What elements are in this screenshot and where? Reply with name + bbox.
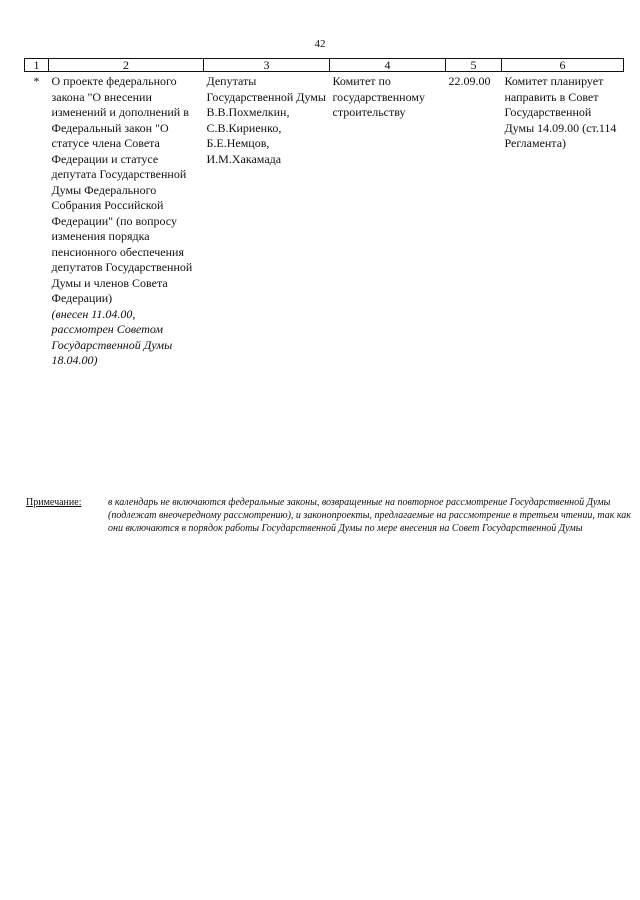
page-number: 42 (314, 38, 326, 50)
initiators-cell (204, 72, 330, 369)
bill-title: О проекте федерального закона "О внесении изменений и дополнений в Федеральный закон "О статусе члена Совета Федерации и статусе депутата Государственной Думы Федерального Собрания Российской Федерации" (по вопросу изменения порядка пенсионного обеспечения депутатов Государственной Думы и членов Совета Федерации) (51, 74, 193, 305)
table-row (25, 72, 624, 369)
date-cell: 22.09.00 (448, 74, 491, 88)
column-header-6: 6 (502, 59, 624, 72)
footnote-label: Примечание: (26, 497, 82, 508)
column-header-1: 1 (25, 59, 49, 72)
initiators-label: Депутаты Государственной Думы (206, 74, 326, 104)
footnote-text: в календарь не включаются федеральные законы, возвращенные на повторное рассмотрение Государственной Думы (подлежат внеочередному рассмотрению), и законопроекты, предлагаемые на рассмотрение в третьем чтении, так как они включаются в порядок работы Государственной Думы по мере внесения на Совет Государственной Думы (108, 497, 631, 534)
comment-cell: Комитет планирует направить в Совет Государственной Думы 14.09.00 (ст.114 Регламента) (504, 74, 617, 150)
initiator-name: Б.Е.Немцов, (206, 136, 270, 150)
column-header-5: 5 (446, 59, 502, 72)
row-marker: * (33, 74, 40, 88)
initiator-name: В.В.Похмелкин, (206, 105, 290, 119)
column-header-4: 4 (330, 59, 446, 72)
agenda-table (24, 58, 624, 369)
table-header-row (25, 59, 624, 72)
initiator-name: С.В.Кириенко, (206, 120, 282, 135)
column-header-3: 3 (204, 59, 330, 72)
bill-status-note: (внесен 11.04.00, рассмотрен Советом Государственной Думы 18.04.00) (51, 306, 173, 367)
initiator-name: И.М.Хакамада (206, 151, 282, 166)
bill-title-cell (49, 72, 204, 369)
committee-cell: Комитет по государственному строительству (332, 74, 425, 119)
column-header-2: 2 (49, 59, 204, 72)
